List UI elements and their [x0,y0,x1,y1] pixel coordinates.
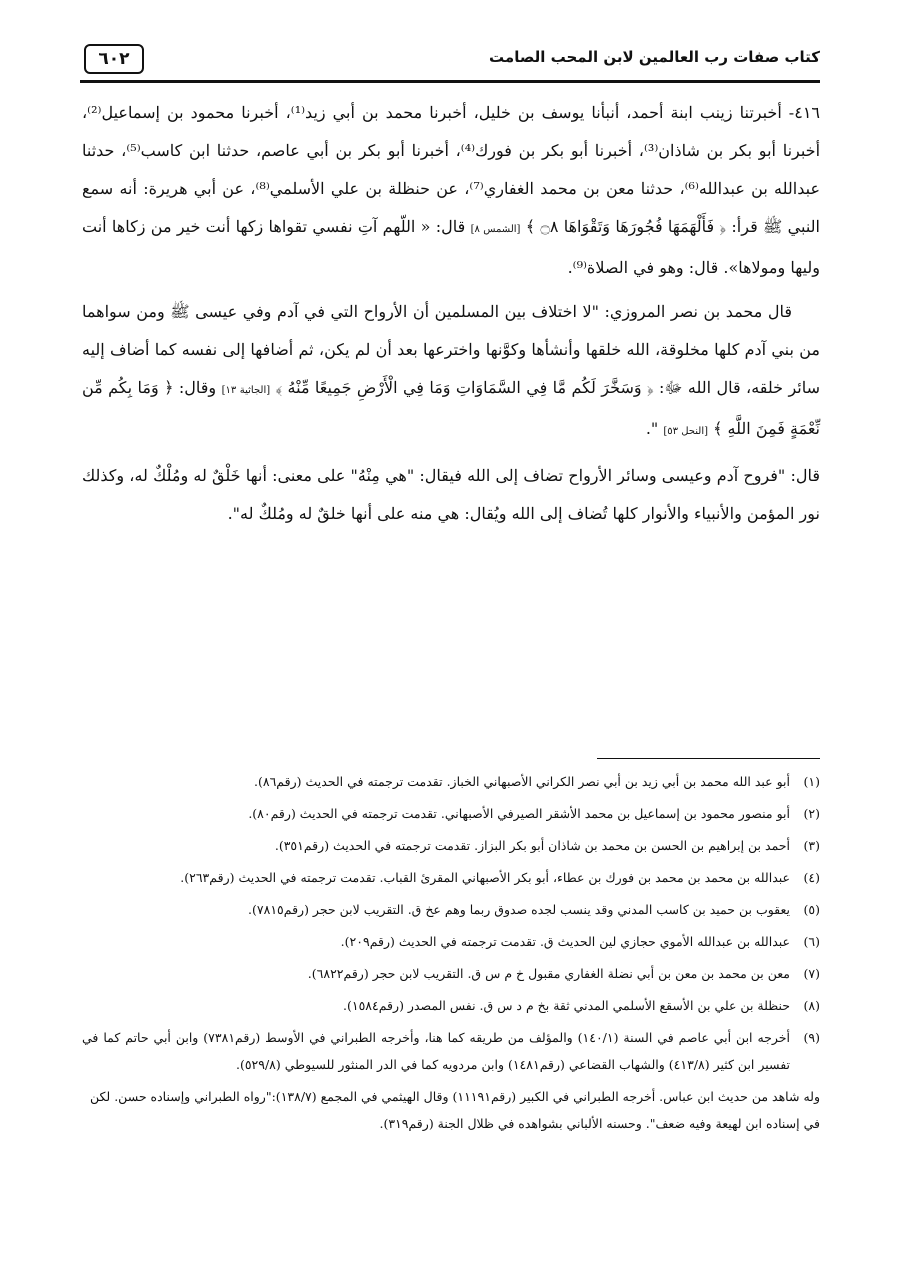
quran-verse: ﴿ وَمَا بِكُم مِّن نِّعْمَةٍ فَمِنَ اللَّهِ ﴾ [82,378,820,438]
commentary-paragraph [82,293,820,451]
main-text [82,94,820,539]
footnote: (٢) أبو منصور محمود بن إسماعيل بن محمد الأشقر الصيرفي الأصبهاني. تقدمت ترجمته في الحديث (رقم٨٠). [248,806,820,821]
verse-reference: [النحل ٥٣] [663,426,708,437]
footnote: (٣) أحمد بن إبراهيم بن الحسن بن محمد بن شاذان أبو بكر البزاز. تقدمت ترجمته في الحديث (رقم٣٥١). [274,838,820,853]
quran-verse: ﴿ فَأَلْهَمَهَا فُجُورَهَا وَتَقْوَاهَا ۝٨ ﴾ [525,217,727,236]
footnote: (٦) عبدالله بن عبدالله الأموي حجازي لين الحديث ق. تقدمت ترجمته في الحديث (رقم٢٠٩). [340,934,820,949]
verse-reference: [الجاثية ١٣] [221,385,271,396]
footnote: (٨) حنظلة بن علي بن الأسقع الأسلمي المدني ثقة بخ م د س ق. نفس المصدر (رقم١٥٨٤). [343,998,820,1013]
footnote: (١) أبو عبد الله محمد بن أبي زيد بن أبي نصر الكراني الأصبهاني الخباز. تقدمت ترجمته في الحديث (رقم٨٦). [254,774,820,789]
page-number: ٦٠٢ [84,44,144,74]
closing-paragraph: قال: "فروح آدم وعيسى وسائر الأرواح تضاف إلى الله فيقال: "هي مِنْهُ" على معنى: أنها خَلْقٌ له ومُلْكٌ له، وكذلك نور المؤمن والأنبياء والأنوار كلها تُضاف إلى الله ويُقال: هي منه على أنها خلقٌ له ومُلكٌ له". [82,466,821,523]
footnotes [82,768,820,1142]
quran-verse: ﴿ وَسَخَّرَ لَكُم مَّا فِي السَّمَاوَاتِ وَمَا فِي الْأَرْضِ جَمِيعًا مِّنْهُ ﴾ [275,378,654,397]
footnote: (٧) معن بن محمد بن معن بن أبي نضلة الغفاري مقبول خ م س ق. التقريب لابن حجر (رقم٦٨٢٢). [307,966,820,981]
verse-reference: [الشمس ٨] [470,224,521,235]
commentary-text-end: ". [645,419,659,438]
footnote: (٤) عبدالله بن محمد بن محمد بن فورك بن عطاء، أبو بكر الأصبهاني المقرئ القباب. تقدمت ترجمته في الحديث (رقم٢٦٣). [180,870,820,885]
book-title: كتاب صفات رب العالمين لابن المحب الصامت [489,48,820,66]
page-header [80,44,820,83]
commentary-text-mid: وقال: [178,378,217,397]
commentary-text: قال محمد بن نصر المروزي: "لا اختلاف بين المسلمين أن الأرواح التي في آدم وفي عيسى ﷺ ومن سواهما من بني آدم كلها مخلوقة، الله خلقها وأنشأها وكوَّنها واخترعها بعد أن لم يكن، ثم أضافها إلى نفسه كما أضاف إليه سائر خلقه، قال الله ﷻ: [82,302,821,397]
hadith-text: ٤١٦- أخبرتنا زينب ابنة أحمد، أنبأنا يوسف بن خليل، أخبرنا محمد بن أبي زيد⁽¹⁾، أخبرنا محمود بن إسماعيل⁽²⁾، أخبرنا أبو بكر بن شاذان⁽³⁾، أخبرنا أبو بكر بن فورك⁽⁴⁾، أخبرنا أبو بكر بن أبي عاصم، حدثنا ابن كاسب⁽⁵⁾، حدثنا عبدالله بن عبدالله⁽⁶⁾، حدثنا معن بن محمد الغفاري⁽⁷⁾، عن حنظلة بن علي الأسلمي⁽⁸⁾، عن أبي هريرة: أنه سمع النبي ﷺ قرأ: [82,103,821,236]
footnote-divider [597,758,820,759]
hadith-paragraph [82,94,820,287]
footnote: (٥) يعقوب بن حميد بن كاسب المدني وقد ينسب لجده صدوق ربما وهم عخ ق. التقريب لابن حجر (رقم٧٨١٥). [248,902,820,917]
footnote-continuation: وله شاهد من حديث ابن عباس. أخرجه الطبراني في الكبير (رقم١١١٩١) وقال الهيثمي في المجمع (١٣٨/٧):"رواه الطبراني وإسناده حسن. لكن في إسناده ابن لهيعة وفيه ضعف". وحسنه الألباني بشواهده في ظلال الجنة (رقم٣١٩). [90,1089,820,1131]
hadith-text-continued: قال: « اللّهم آتِ نفسي تقواها زكها أنت خير من زكاها أنت وليها ومولاها». قال: وهو في الصلاة⁽⁹⁾. [82,217,820,277]
footnote: (٩) أخرجه ابن أبي عاصم في السنة (١٤٠/١) والمؤلف من طريقه كما هنا، وأخرجه الطبراني في الأوسط (رقم٧٣٨١) وابن أبي حاتم كما في تفسير ابن كثير (٤١٣/٨) والشهاب القضاعي (رقم١٤٨١) وابن مردويه كما في الدر المنثور للسيوطي (٥٢٩/٨). [82,1030,820,1072]
